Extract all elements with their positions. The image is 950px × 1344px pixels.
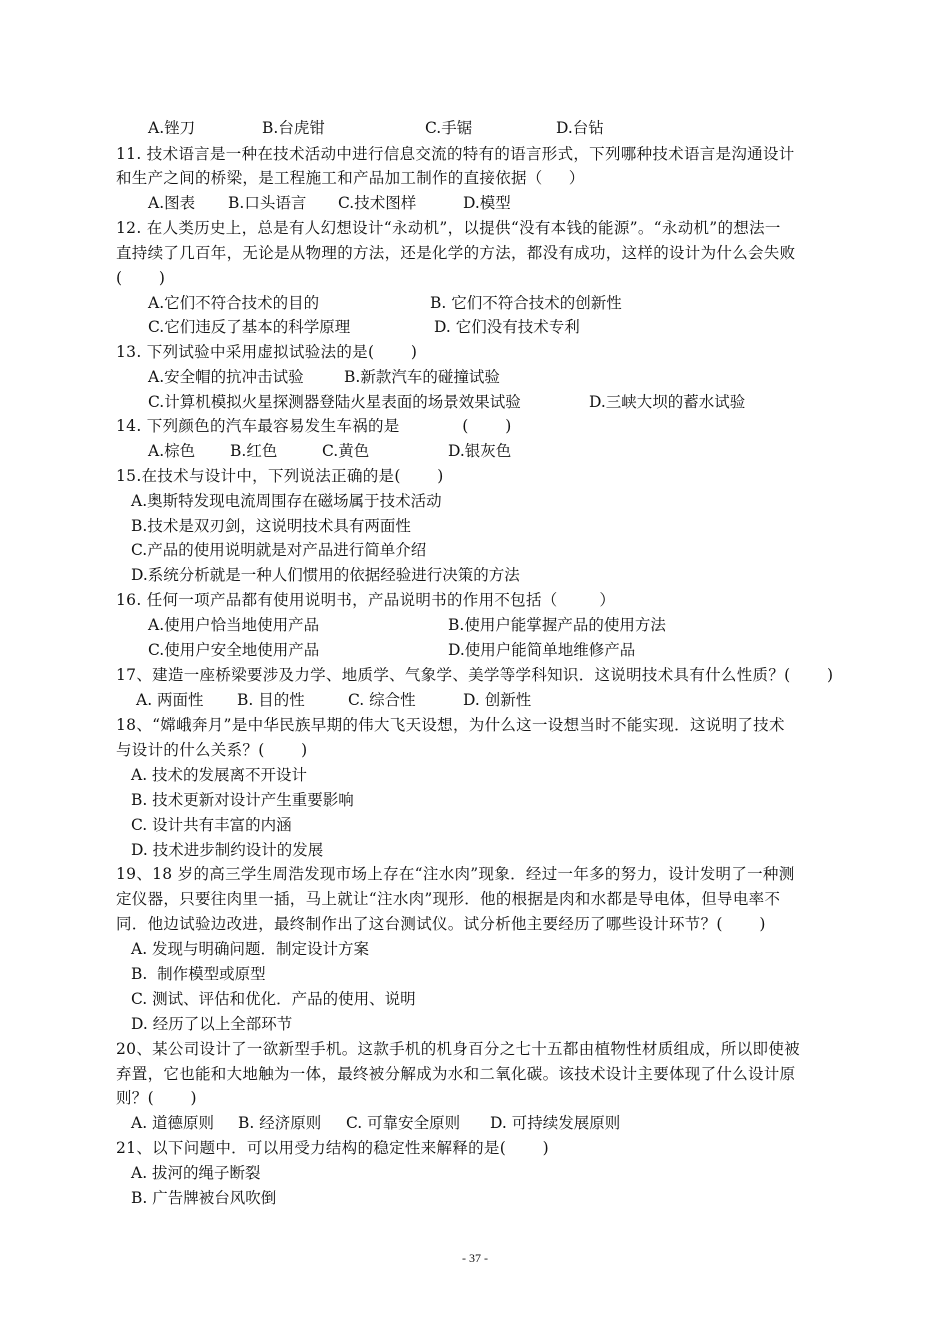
q18-stem-line2: 与设计的什么关系？( ) bbox=[116, 741, 308, 759]
q11-stem-line1: 11. 技术语言是一种在技术活动中进行信息交流的特有的语言形式，下列哪种技术语言是沟通设计 bbox=[116, 145, 795, 163]
q20-option-b: B. 经济原则 bbox=[238, 1114, 322, 1132]
q12-option-d: D. 它们没有技术专利 bbox=[434, 318, 580, 336]
q18-option-b: B. 技术更新对设计产生重要影响 bbox=[131, 791, 354, 809]
q16-option-c: C.使用户安全地使用产品 bbox=[148, 641, 320, 659]
q15-option-d: D.系统分析就是一种人们惯用的依据经验进行决策的方法 bbox=[131, 566, 520, 584]
q14-stem: 14. 下列颜色的汽车最容易发生车祸的是 ( ) bbox=[116, 417, 512, 435]
q16-option-b: B.使用户能掌握产品的使用方法 bbox=[448, 616, 666, 634]
q14-option-b: B.红色 bbox=[230, 442, 278, 460]
q11-option-a: A.图表 bbox=[148, 194, 196, 212]
q19-option-d: D. 经历了以上全部环节 bbox=[131, 1015, 293, 1033]
q15-option-a: A.奥斯特发现电流周围存在磁场属于技术活动 bbox=[131, 492, 442, 510]
page-number: - 37 - bbox=[462, 1251, 488, 1265]
q17-option-d: D. 创新性 bbox=[463, 691, 532, 709]
q21-option-b: B. 广告牌被台风吹倒 bbox=[131, 1189, 277, 1207]
q13-option-d: D.三峡大坝的蓄水试验 bbox=[589, 393, 746, 411]
q10-option-a: A.锉刀 bbox=[148, 119, 196, 137]
q10-option-b: B.台虎钳 bbox=[262, 119, 325, 137]
q11-stem-line2: 和生产之间的桥梁，是工程施工和产品加工制作的直接依据（ ） bbox=[116, 169, 585, 187]
q20-stem-line1: 20、某公司设计了一欲新型手机。这款手机的机身百分之七十五都由植物性材质组成，所以即使被 bbox=[116, 1040, 800, 1058]
q11-option-d: D.模型 bbox=[463, 194, 511, 212]
q12-option-c: C.它们违反了基本的科学原理 bbox=[148, 318, 351, 336]
q13-stem: 13. 下列试验中采用虚拟试验法的是( ) bbox=[116, 343, 418, 361]
q21-option-a: A. 拔河的绳子断裂 bbox=[131, 1164, 261, 1182]
q17-stem: 17、建造一座桥梁要涉及力学、地质学、气象学、美学等学科知识．这说明技术具有什么性质？( ) bbox=[116, 666, 834, 684]
q14-option-a: A.棕色 bbox=[148, 442, 196, 460]
q19-option-c: C. 测试、评估和优化．产品的使用、说明 bbox=[131, 990, 416, 1008]
q11-option-b: B.口头语言 bbox=[228, 194, 307, 212]
q13-option-b: B.新款汽车的碰撞试验 bbox=[344, 368, 500, 386]
q19-option-a: A. 发现与明确问题．制定设计方案 bbox=[131, 940, 370, 958]
q12-stem-line1: 12. 在人类历史上，总是有人幻想设计“永动机”，以提供“没有本钱的能源”。“永动机”的想法一 bbox=[116, 219, 781, 237]
q18-stem-line1: 18、“嫦峨奔月”是中华民族早期的伟大飞天设想，为什么这一设想当时不能实现．这说明了技术 bbox=[116, 716, 785, 734]
q15-option-b: B.技术是双刃剑，这说明技术具有两面性 bbox=[131, 517, 411, 535]
q12-option-a: A.它们不符合技术的目的 bbox=[148, 294, 320, 312]
q21-stem: 21、以下问题中．可以用受力结构的稳定性来解释的是( ) bbox=[116, 1139, 550, 1157]
q15-stem: 15.在技术与设计中，下列说法正确的是( ) bbox=[116, 467, 444, 485]
q12-stem-line2: 直持续了几百年，无论是从物理的方法，还是化学的方法，都没有成功，这样的设计为什么会失败 bbox=[116, 244, 796, 262]
q20-option-d: D. 可持续发展原则 bbox=[490, 1114, 621, 1132]
q18-option-a: A. 技术的发展离不开设计 bbox=[131, 766, 308, 784]
q20-stem-line3: 则？( ) bbox=[116, 1089, 197, 1107]
q13-option-a: A.安全帽的抗冲击试验 bbox=[148, 368, 304, 386]
q19-stem-line2: 定仪器，只要往肉里一插，马上就让“注水肉”现形．他的根据是肉和水都是导电体，但导电率不 bbox=[116, 890, 781, 908]
q16-stem: 16. 任何一项产品都有使用说明书，产品说明书的作用不包括（ ） bbox=[116, 591, 616, 609]
q20-option-a: A. 道德原则 bbox=[131, 1114, 215, 1132]
q11-option-c: C.技术图样 bbox=[338, 194, 417, 212]
q20-stem-line2: 弃置，它也能和大地触为一体，最终被分解成为水和二氧化碳。该技术设计主要体现了什么设计原 bbox=[116, 1065, 796, 1083]
q17-option-b: B. 目的性 bbox=[237, 691, 305, 709]
q14-option-d: D.银灰色 bbox=[448, 442, 512, 460]
q19-stem-line3: 同．他边试验边改进，最终制作出了这台测试仪。试分析他主要经历了哪些设计环节？( ) bbox=[116, 915, 766, 933]
q18-option-c: C. 设计共有丰富的内涵 bbox=[131, 816, 292, 834]
q19-stem-line1: 19、18 岁的高三学生周浩发现市场上存在“注水肉”现象．经过一年多的努力，设计发明了一种测 bbox=[116, 865, 795, 883]
q12-option-b: B. 它们不符合技术的创新性 bbox=[430, 294, 622, 312]
q20-option-c: C. 可靠安全原则 bbox=[346, 1114, 461, 1132]
q16-option-d: D.使用户能简单地维修产品 bbox=[448, 641, 636, 659]
q19-option-b: B. 制作模型或原型 bbox=[131, 965, 266, 983]
q10-option-c: C.手锯 bbox=[425, 119, 473, 137]
q17-option-a: A. 两面性 bbox=[136, 691, 204, 709]
q13-option-c: C.计算机模拟火星探测器登陆火星表面的场景效果试验 bbox=[148, 393, 521, 411]
q16-option-a: A.使用户恰当地使用产品 bbox=[148, 616, 320, 634]
q15-option-c: C.产品的使用说明就是对产品进行简单介绍 bbox=[131, 541, 427, 559]
q12-stem-line3: ( ) bbox=[116, 269, 166, 287]
q17-option-c: C. 综合性 bbox=[348, 691, 416, 709]
q18-option-d: D. 技术进步制约设计的发展 bbox=[131, 841, 324, 859]
q14-option-c: C.黄色 bbox=[322, 442, 370, 460]
q10-option-d: D.台钻 bbox=[556, 119, 604, 137]
